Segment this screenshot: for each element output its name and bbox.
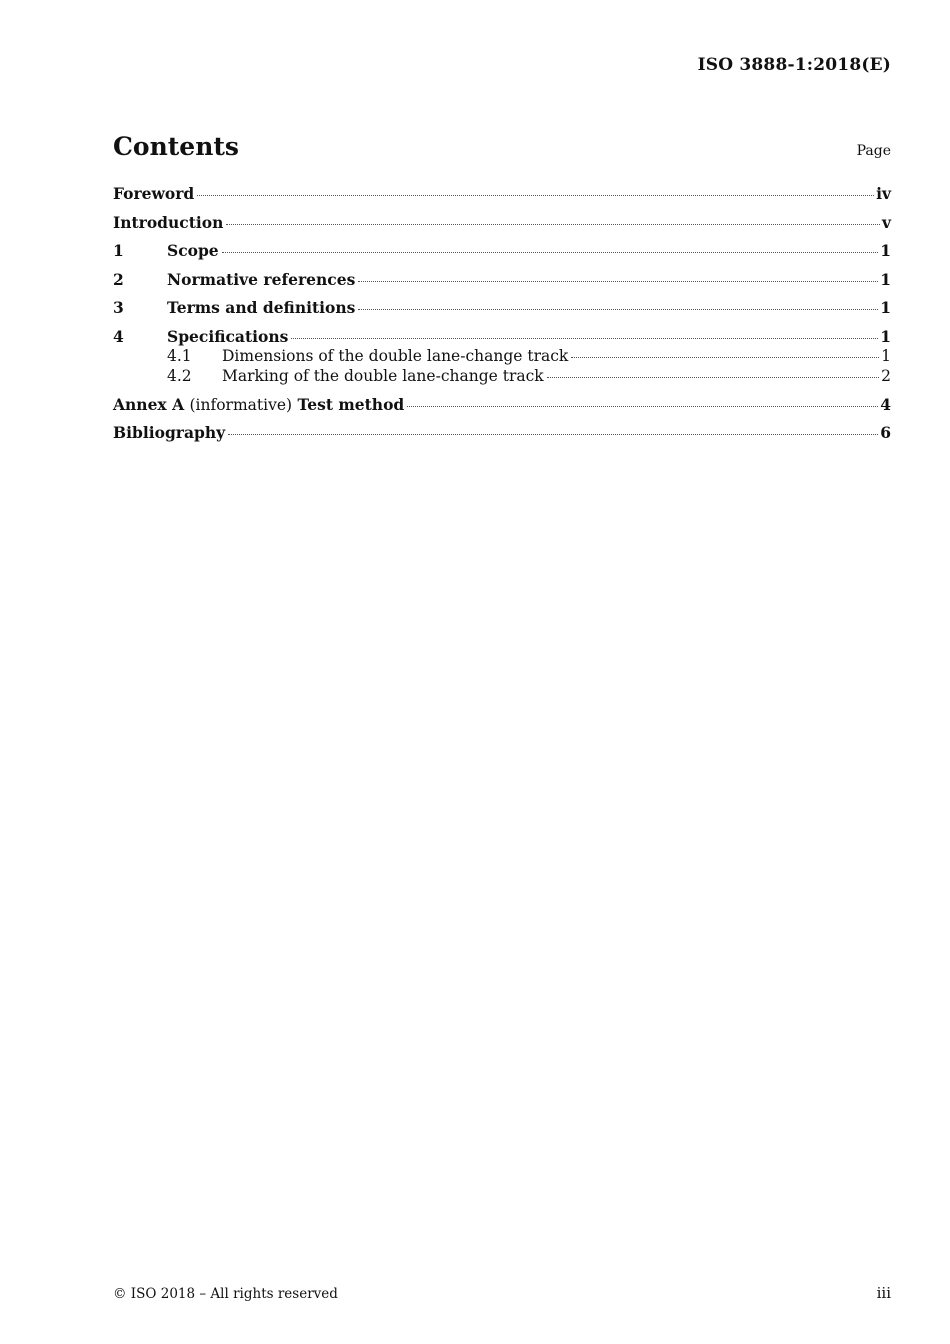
toc-entry-label: Introduction <box>113 212 224 232</box>
dot-leader <box>228 434 878 435</box>
page-footer <box>113 1284 891 1302</box>
toc-entry-introduction[interactable] <box>113 213 891 242</box>
annex-title: Test method <box>297 394 405 414</box>
table-of-contents <box>113 184 891 452</box>
copyright-notice: © ISO 2018 – All rights reserved <box>113 1286 338 1302</box>
toc-subentry-4-1[interactable] <box>113 347 891 367</box>
page-column-label: Page <box>856 143 891 159</box>
toc-entry-page: v <box>881 212 891 232</box>
toc-entry-annex-a[interactable] <box>113 395 891 424</box>
dot-leader <box>407 406 878 407</box>
toc-entry-page: 2 <box>881 366 891 385</box>
toc-entry-number: 4.1 <box>167 346 192 365</box>
toc-entry-page: 1 <box>880 241 891 260</box>
dot-leader <box>547 377 879 378</box>
toc-entry-number: 1 <box>113 241 124 260</box>
toc-entry-number: 4 <box>113 326 124 346</box>
page-number: iii <box>876 1284 891 1302</box>
toc-subentry-4-2[interactable] <box>113 367 891 395</box>
toc-entry-label: Bibliography <box>113 423 226 442</box>
dot-leader <box>197 195 874 196</box>
dot-leader <box>571 357 879 358</box>
toc-entry-number: 4.2 <box>167 366 192 385</box>
dot-leader <box>358 281 878 282</box>
toc-entry-label: Marking of the double lane-change track <box>222 366 544 385</box>
dot-leader <box>291 338 878 339</box>
toc-entry-label: Terms and definitions <box>167 298 356 317</box>
toc-entry-page: 1 <box>880 269 891 289</box>
dot-leader <box>226 224 880 225</box>
toc-entry-label: Scope <box>167 241 219 260</box>
toc-entry-normative-references[interactable] <box>113 270 891 299</box>
toc-entry-label: Normative references <box>167 269 356 289</box>
dot-leader <box>358 309 878 310</box>
toc-entry-foreword[interactable] <box>113 184 891 213</box>
toc-entry-label: Dimensions of the double lane-change track <box>222 346 569 365</box>
toc-entry-page: 1 <box>880 326 891 346</box>
toc-entry-page: 1 <box>881 346 891 365</box>
toc-entry-specifications[interactable] <box>113 327 891 347</box>
contents-title: Contents <box>113 132 240 161</box>
toc-entry-terms-and-definitions[interactable] <box>113 298 891 327</box>
toc-entry-bibliography[interactable] <box>113 423 891 452</box>
toc-entry-page: iv <box>876 184 891 203</box>
toc-entry-page: 4 <box>880 394 891 414</box>
toc-entry-number: 3 <box>113 298 124 317</box>
toc-entry-scope[interactable] <box>113 241 891 270</box>
annex-informative-label: (informative) <box>189 395 293 414</box>
toc-entry-page: 1 <box>880 298 891 317</box>
toc-entry-number: 2 <box>113 269 124 289</box>
toc-entry-label: Foreword <box>113 184 195 203</box>
annex-label: Annex A <box>113 394 185 414</box>
dot-leader <box>222 252 879 253</box>
toc-entry-label: Specifications <box>167 326 289 346</box>
toc-entry-page: 6 <box>880 423 891 442</box>
contents-heading-row <box>113 132 891 161</box>
document-id: ISO 3888-1:2018(E) <box>697 55 891 75</box>
